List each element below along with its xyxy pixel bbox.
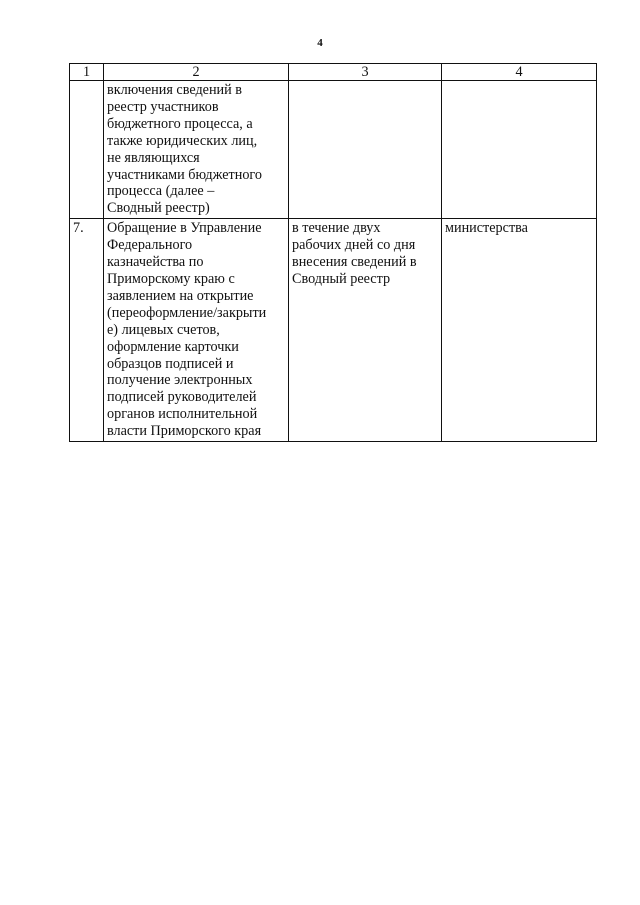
header-col-2: 2 (104, 64, 289, 81)
responsible-cell: министерства (442, 219, 597, 442)
table-row (70, 219, 597, 442)
table-row (70, 81, 597, 219)
row-number-cell: 7. (70, 219, 104, 442)
row-number-cell (70, 81, 104, 219)
page-number: 4 (317, 37, 323, 49)
action-cell: Обращение в Управление Федерального казначейства по Приморскому краю с заявлением на открытие (переоформление/закрыти е) лицевых счетов, оформление карточки образцов подписей и получение электронных подписей руководителей органов исполнительной власти Приморского края (104, 219, 289, 442)
deadline-cell (289, 81, 442, 219)
header-col-3: 3 (289, 64, 442, 81)
action-cell: включения сведений в реестр участников бюджетного процесса, а также юридических лиц, не являющихся участниками бюджетного процесса (далее – Сводный реестр) (104, 81, 289, 219)
deadline-cell: в течение двух рабочих дней со дня внесения сведений в Сводный реестр (289, 219, 442, 442)
document-table (69, 63, 597, 442)
header-col-1: 1 (70, 64, 104, 81)
responsible-cell (442, 81, 597, 219)
table-header-row (70, 64, 597, 81)
header-col-4: 4 (442, 64, 597, 81)
